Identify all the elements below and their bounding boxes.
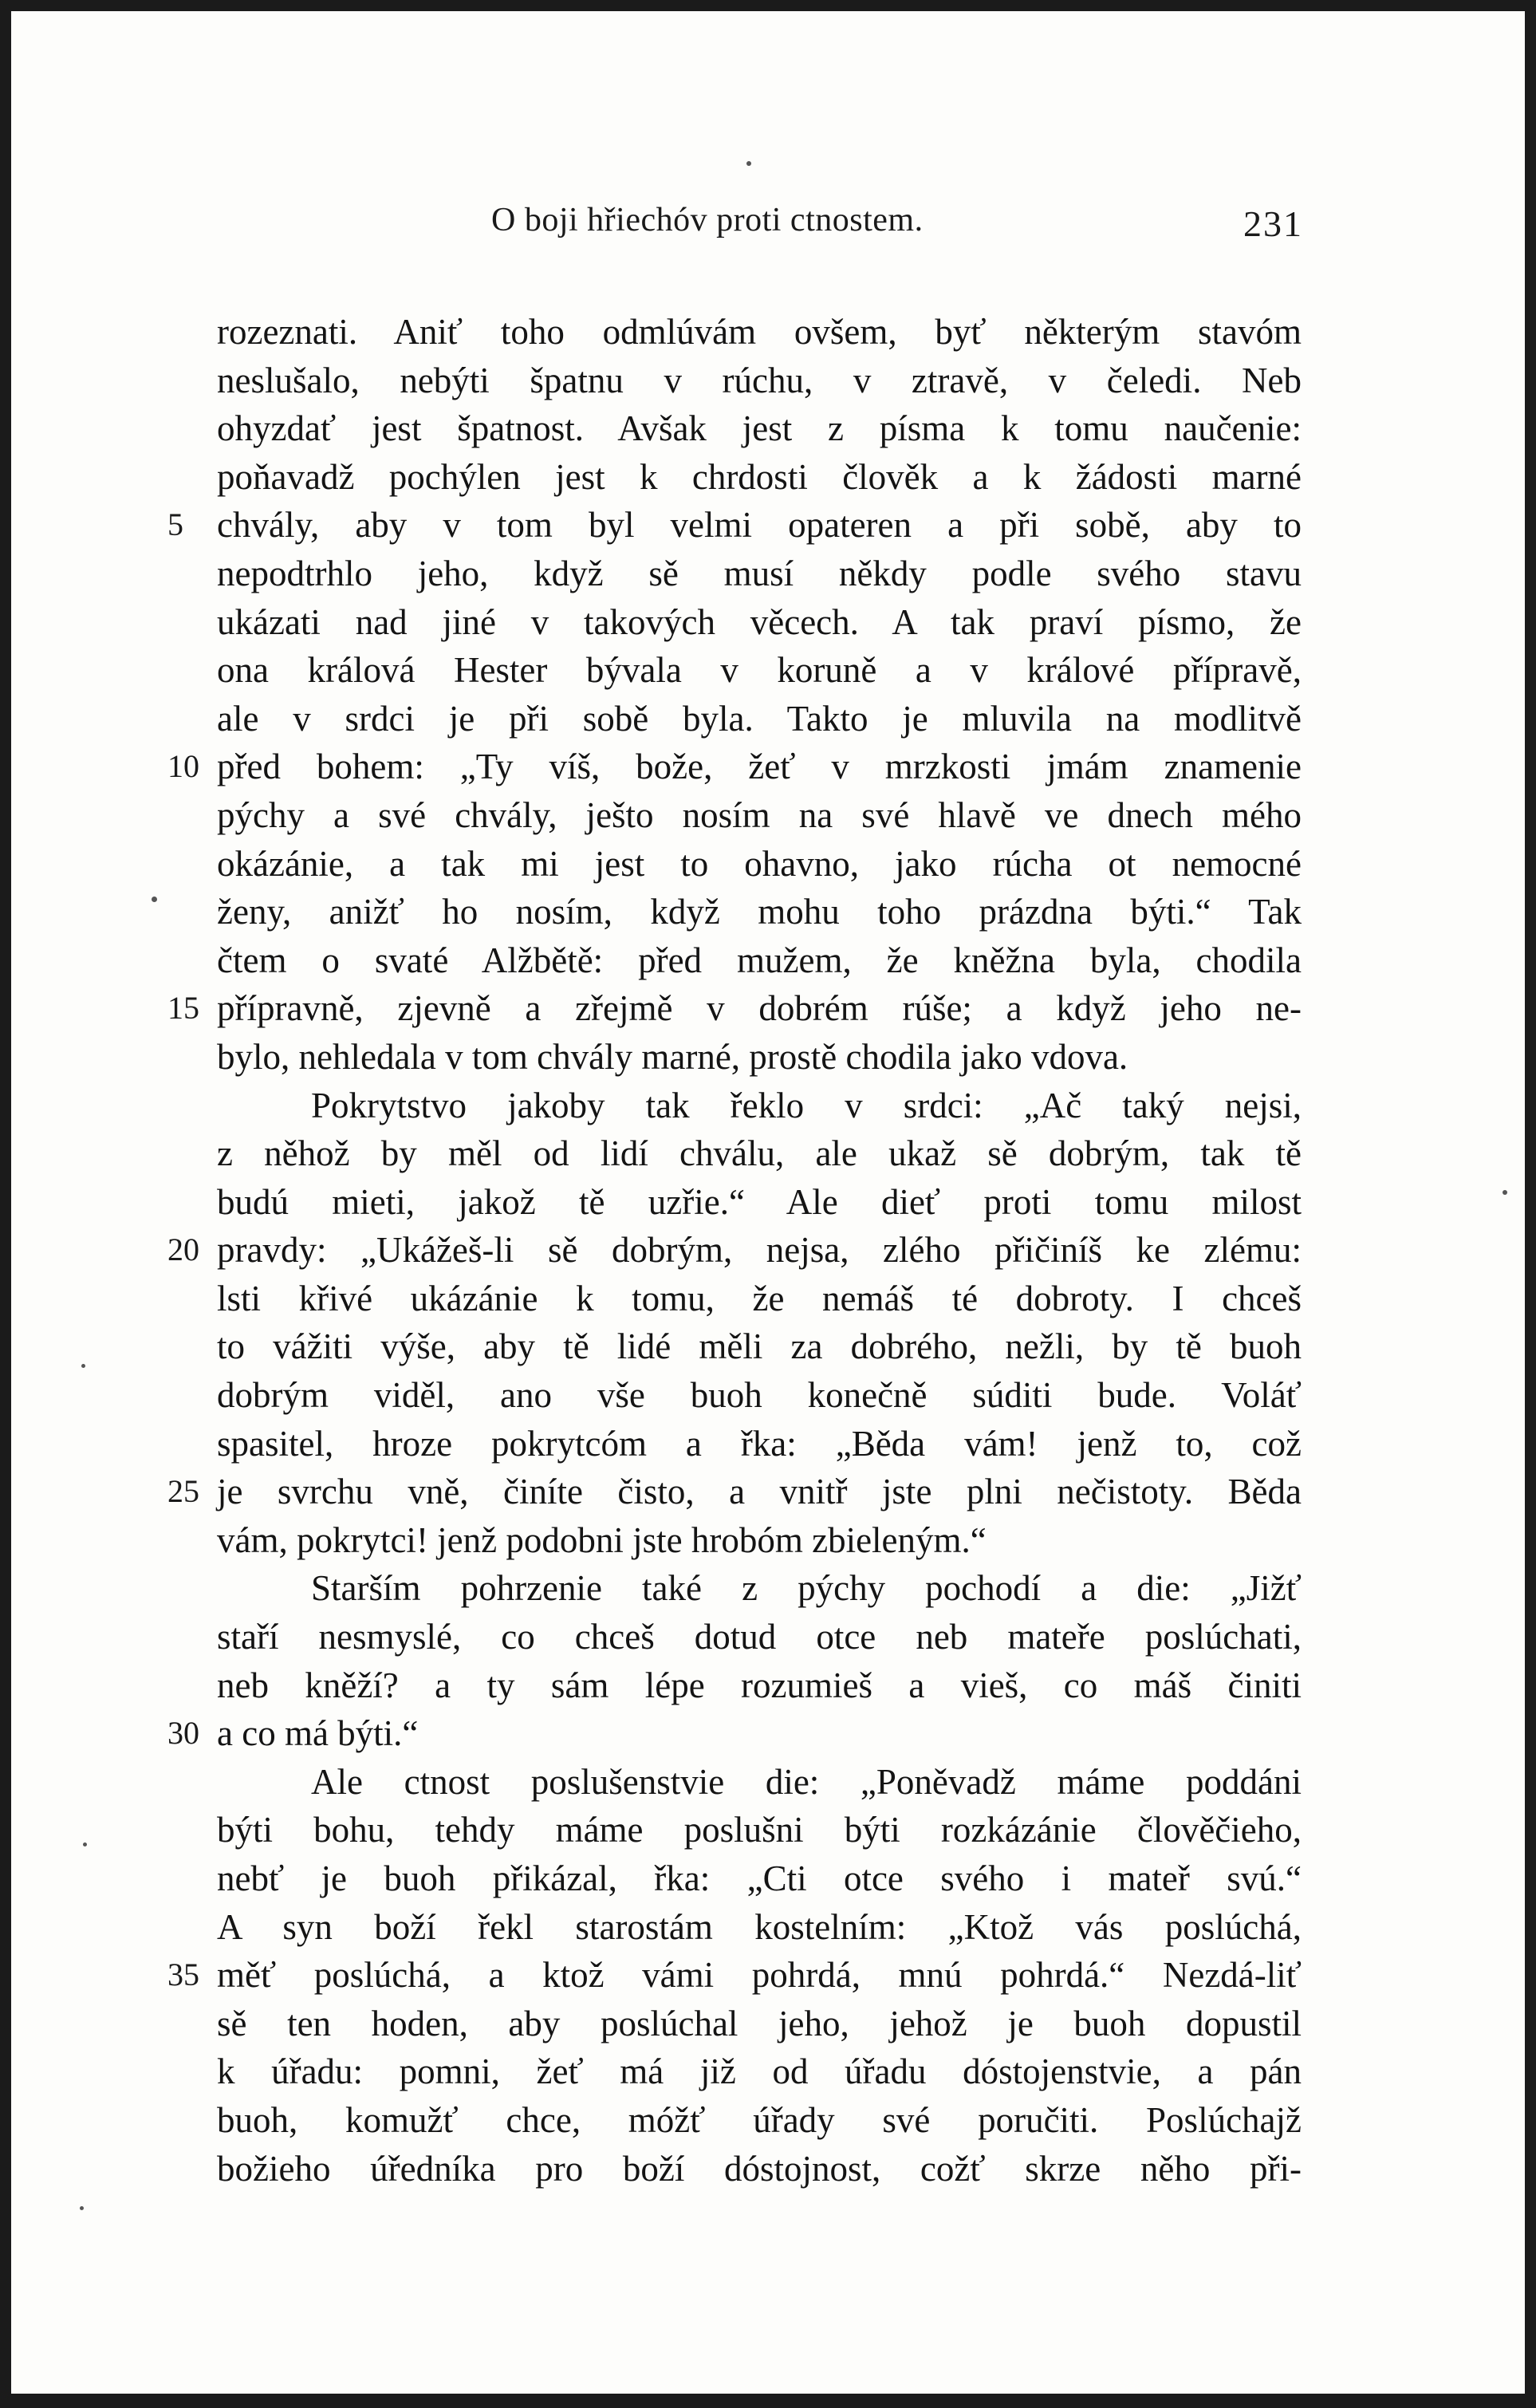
text-line <box>217 888 1302 936</box>
line-text: k úřadu: pomni, žeť má již od úřadu dóstojenstvie, a pán <box>217 2051 1302 2092</box>
text-line <box>217 1903 1302 1952</box>
line-text: pýchy a své chvály, ješto nosím na své hlavě ve dnech mého <box>217 794 1302 835</box>
text-line <box>217 1129 1302 1178</box>
text-line <box>217 936 1302 985</box>
line-text: Starším pohrzenie také z pýchy pochodí a die: „Jižť <box>311 1568 1302 1609</box>
line-text: bylo, nehledala v tom chvály marné, prostě chodila jako vdova. <box>217 1036 1128 1077</box>
line-text: sě ten hoden, aby poslúchal jeho, jehož je buoh dopustil <box>217 2003 1302 2043</box>
text-line <box>217 1275 1302 1323</box>
text-line <box>217 1661 1302 1710</box>
line-text: ukázati nad jiné v takových věcech. A tak praví písmo, že <box>217 601 1302 642</box>
text-line <box>217 695 1302 743</box>
text-line <box>217 1178 1302 1227</box>
line-text: ohyzdať jest špatnost. Avšak jest z písma k tomu naučenie: <box>217 408 1302 449</box>
text-line <box>217 1758 1302 1807</box>
line-text: nebť je buoh přikázal, řka: „Cti otce svého i mateř svú.“ <box>217 1858 1302 1898</box>
body-text <box>167 308 1302 2193</box>
line-text: pravdy: „Ukážeš-li sě dobrým, nejsa, zlého přičiníš ke zlému: <box>217 1230 1302 1271</box>
print-speck <box>1503 1190 1507 1195</box>
text-line <box>167 1951 1302 2000</box>
line-text: čtem o svaté Alžbětě: před mužem, že kněžna byla, chodila <box>217 940 1302 980</box>
line-text: spasitel, hroze pokrytcóm a řka: „Běda vám! jenž to, což <box>217 1423 1302 1464</box>
line-text: býti bohu, tehdy máme poslušni býti rozkázánie člověčieho, <box>217 1810 1302 1850</box>
page-header <box>211 201 1303 257</box>
line-text: neb kněží? a ty sám lépe rozumieš a vieš, co máš činiti <box>217 1665 1302 1705</box>
line-text: chvály, aby v tom byl velmi opateren a při sobě, aby to <box>217 505 1302 546</box>
line-text: rozeznati. Aniť toho odmlúvám ovšem, byť některým stavóm <box>217 312 1302 352</box>
line-text: z něhož by měl od lidí chválu, ale ukaž sě dobrým, tak tě <box>217 1133 1302 1174</box>
line-text: okázánie, a tak mi jest to ohavno, jako rúcha ot nemocné <box>217 843 1302 884</box>
text-line <box>217 404 1302 453</box>
print-speck <box>83 1842 87 1846</box>
line-text: ale v srdci je při sobě byla. Takto je mluvila na modlitvě <box>217 698 1302 739</box>
text-line <box>217 2145 1302 2193</box>
text-line <box>217 1322 1302 1371</box>
text-line <box>167 984 1302 1033</box>
line-text: božieho úředníka pro boží dóstojnost, cožť skrze něho při- <box>217 2148 1302 2189</box>
text-line <box>217 453 1302 502</box>
print-speck <box>81 1364 85 1368</box>
line-number: 10 <box>167 748 199 785</box>
text-line <box>217 2000 1302 2048</box>
text-line <box>217 1613 1302 1661</box>
line-text: Ale ctnost poslušenstvie die: „Poněvadž máme poddáni <box>311 1761 1302 1802</box>
running-head: O boji hřiechóv proti ctnostem. <box>491 202 924 238</box>
line-number: 15 <box>167 990 199 1027</box>
text-line <box>167 501 1302 550</box>
text-line <box>167 743 1302 791</box>
line-number: 20 <box>167 1232 199 1268</box>
text-line <box>217 1854 1302 1903</box>
text-line <box>217 308 1302 357</box>
text-line <box>217 791 1302 840</box>
line-text: přípravně, zjevně a zřejmě v dobrém rúše; a když jeho ne- <box>217 988 1302 1029</box>
page-number: 231 <box>1243 203 1303 244</box>
text-line <box>217 550 1302 598</box>
line-text: měť poslúchá, a ktož vámi pohrdá, mnú pohrdá.“ Nezdá-liť <box>217 1955 1302 1996</box>
line-text: ženy, anižť ho nosím, když mohu toho prázdna býti.“ Tak <box>217 892 1302 932</box>
text-line <box>167 1709 1302 1758</box>
text-line <box>217 1420 1302 1468</box>
line-text: vám, pokrytci! jenž podobni jste hrobóm zbieleným.“ <box>217 1519 987 1560</box>
line-text: to vážiti výše, aby tě lidé měli za dobrého, nežli, by tě buoh <box>217 1326 1302 1367</box>
line-text: buoh, komužť chce, móžť úřady své poručiti. Poslúchajž <box>217 2099 1302 2140</box>
text-line <box>217 598 1302 647</box>
line-text: poňavadž pochýlen jest k chrdosti člověk a k žádosti marné <box>217 456 1302 497</box>
line-text: ona králová Hester bývala v koruně a v králové přípravě, <box>217 650 1302 691</box>
line-text: je svrchu vně, činíte čisto, a vnitř jste plni nečistoty. Běda <box>217 1472 1302 1512</box>
text-line <box>217 1082 1302 1130</box>
line-text: před bohem: „Ty víš, bože, žeť v mrzkosti jmám znamenie <box>217 747 1302 787</box>
line-text: dobrým viděl, ano vše buoh konečně súditi bude. Voláť <box>217 1375 1302 1416</box>
line-text: nepodtrhlo jeho, když sě musí někdy podle svého stavu <box>217 553 1302 593</box>
text-line <box>217 1564 1302 1613</box>
line-number: 5 <box>167 506 183 543</box>
line-number: 30 <box>167 1715 199 1752</box>
text-line <box>217 1516 1302 1565</box>
text-line <box>167 1468 1302 1516</box>
text-line <box>217 2096 1302 2145</box>
text-line <box>217 357 1302 405</box>
line-text: budú mieti, jakož tě uzřie.“ Ale dieť proti tomu milost <box>217 1181 1302 1222</box>
line-text: lsti křivé ukázánie k tomu, že nemáš té dobroty. I chceš <box>217 1278 1302 1318</box>
line-text: a co má býti.“ <box>217 1713 419 1754</box>
print-speck <box>152 897 157 902</box>
line-text: neslušalo, nebýti špatnu v rúchu, v ztravě, v čeledi. Neb <box>217 360 1302 400</box>
text-line <box>217 1033 1302 1082</box>
text-line <box>217 2047 1302 2096</box>
print-speck <box>80 2206 84 2210</box>
line-text: A syn boží řekl starostám kostelním: „Ktož vás poslúchá, <box>217 1906 1302 1947</box>
line-text: Pokrytstvo jakoby tak řeklo v srdci: „Ač taký nejsi, <box>311 1085 1302 1125</box>
line-number: 25 <box>167 1473 199 1510</box>
text-line <box>217 840 1302 889</box>
line-number: 35 <box>167 1957 199 1993</box>
print-speck <box>746 161 751 166</box>
text-line <box>217 1806 1302 1854</box>
text-line <box>217 646 1302 695</box>
line-text: staří nesmyslé, co chceš dotud otce neb mateře poslúchati, <box>217 1617 1302 1657</box>
text-line <box>217 1371 1302 1420</box>
text-line <box>167 1226 1302 1275</box>
